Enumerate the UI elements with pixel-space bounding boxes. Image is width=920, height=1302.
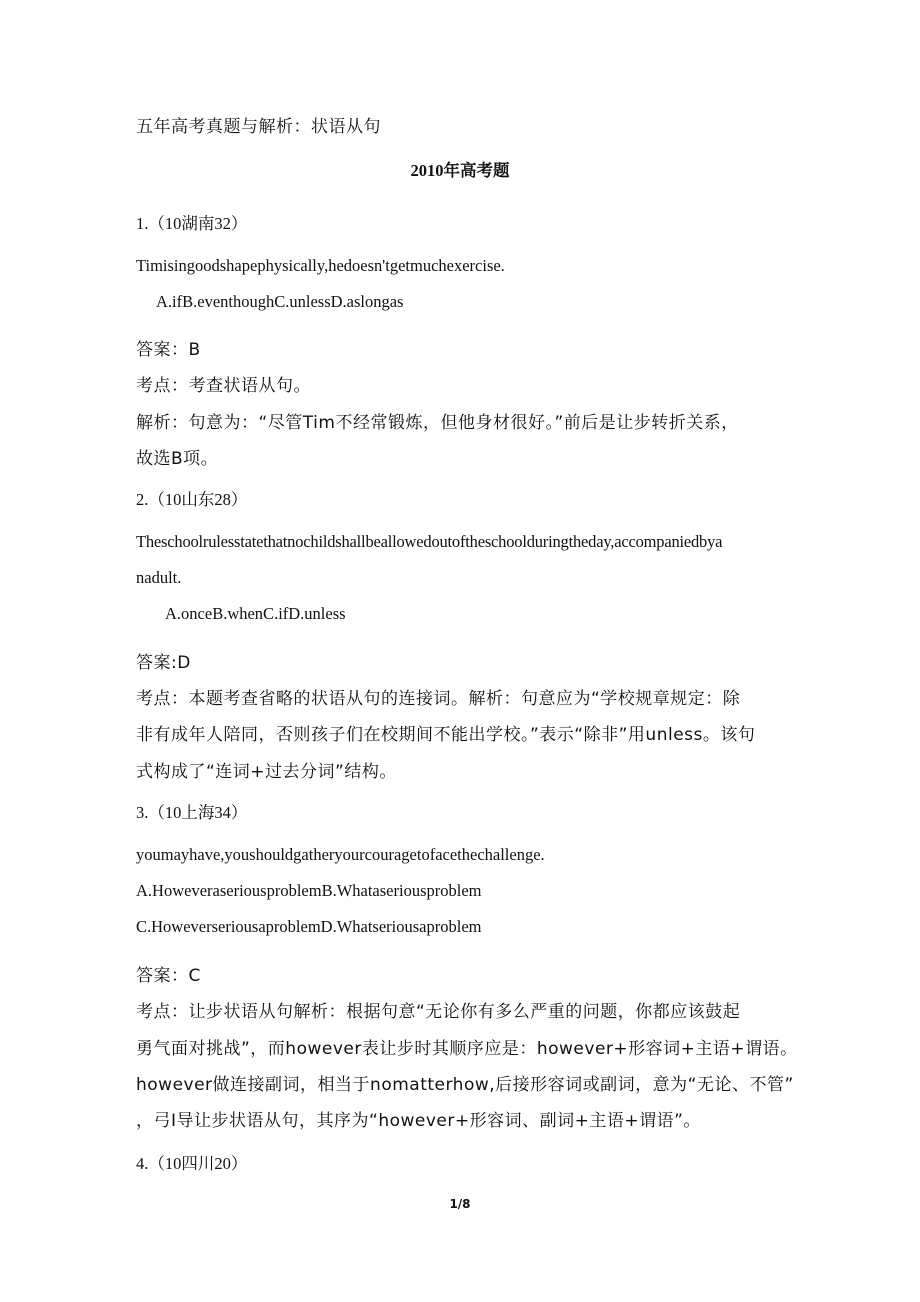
question-1-analysis-line: 解析：句意为：“尽管Tim不经常锻炼，但他身材很好。”前后是让步转折关系， — [136, 413, 739, 433]
question-3-analysis-line: 考点：让步状语从句解析：根据句意“无论你有多么严重的问题，你都应该鼓起 — [136, 1002, 741, 1022]
question-3-stem: youmayhave,youshouldgatheryourcouragetofacethechallenge. — [136, 845, 545, 864]
question-2-stem: Theschoolrulesstatethatnochildshallbeallowedoutoftheschoolduringtheday,accompaniedbya — [136, 532, 723, 551]
question-2-analysis-line: 考点：本题考查省略的状语从句的连接词。解析：句意应为“学校规章规定：除 — [136, 689, 741, 709]
year-heading: 2010年高考题 — [410, 161, 510, 180]
question-3-analysis-line: however做连接副词，相当于nomatterhow,后接形容词或副词，意为“无论、不管” — [136, 1075, 794, 1095]
page-number: 1/8 — [449, 1197, 471, 1211]
question-1-options: A.ifB.eventhoughC.unlessD.aslongas — [156, 292, 404, 311]
question-3-number: 3.（10上海34） — [136, 803, 248, 822]
question-3-option-line: A.HoweveraseriousproblemB.Whataseriousproblem — [136, 881, 482, 900]
question-1-analysis-line: 考点：考查状语从句。 — [136, 376, 311, 396]
question-1-answer: 答案：B — [136, 340, 201, 360]
question-3-option-line: C.HoweverseriousaproblemD.Whatseriousaproblem — [136, 917, 482, 936]
question-3-analysis-line: 勇气面对挑战”，而however表让步时其顺序应是：however+形容词+主语+谓语。 — [136, 1039, 798, 1059]
question-3-answer: 答案：C — [136, 966, 201, 986]
question-1-analysis-line: 故选B项。 — [136, 449, 219, 469]
question-2-options: A.onceB.whenC.ifD.unless — [165, 604, 346, 623]
question-1-number: 1.（10湖南32） — [136, 214, 248, 233]
question-2-analysis-line: 非有成年人陪同，否则孩子们在校期间不能出学校。”表示“除非”用unless。该句 — [136, 725, 756, 745]
question-1-stem: Timisingoodshapephysically,hedoesn'tgetmuchexercise. — [136, 256, 505, 275]
question-3-analysis-line: ，弓I导让步状语从句，其序为“however+形容词、副词+主语+谓语”。 — [136, 1111, 701, 1131]
question-2-analysis-line: 式构成了“连词+过去分词”结构。 — [136, 762, 397, 782]
question-2-answer: 答案:D — [136, 653, 191, 673]
question-2-stem: nadult. — [136, 568, 182, 587]
document-title: 五年高考真题与解析：状语从句 — [136, 117, 381, 137]
question-4-number: 4.（10四川20） — [136, 1154, 248, 1173]
question-2-number: 2.（10山东28） — [136, 490, 248, 509]
